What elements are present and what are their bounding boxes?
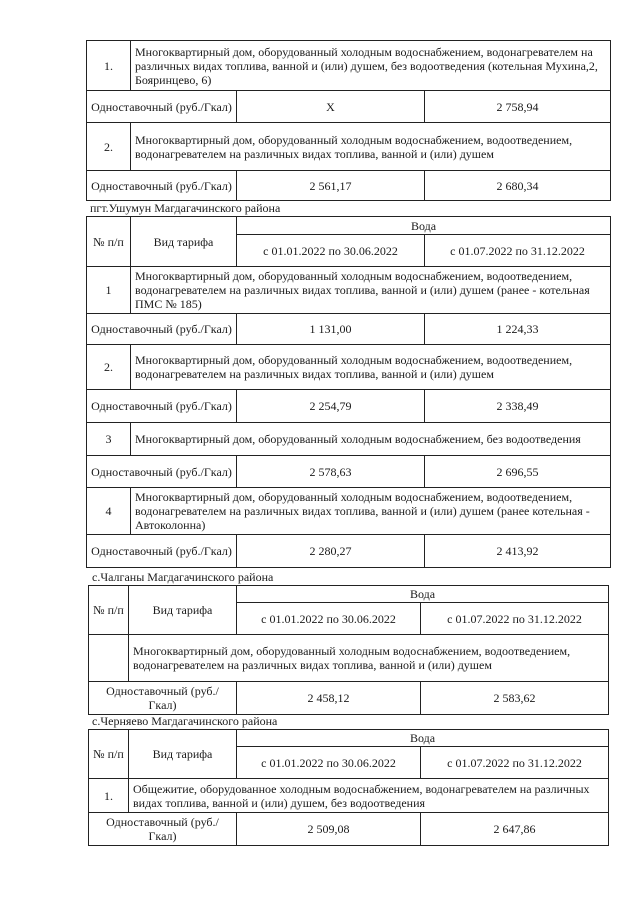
table-row xyxy=(87,267,611,314)
tariff-value-h1: 2 254,79 xyxy=(237,390,425,423)
tariff-type: Одноставочный (руб./Гкал) xyxy=(87,535,237,568)
consumer-category: Многоквартирный дом, оборудованный холодным водоснабжением, водоотведением, водонагревателем на различных видах топлива, ванной и (или) душем xyxy=(131,345,611,390)
row-number: 3 xyxy=(87,423,131,456)
consumer-category: Многоквартирный дом, оборудованный холодным водоснабжением, водоотведением, водонагревателем на различных видах топлива, ванной и (или) душем (ранее - котельная ПМС № 185) xyxy=(131,267,611,314)
row-number: 2. xyxy=(87,123,131,171)
header-tariff-type: Вид тарифа xyxy=(129,730,237,779)
header-period-2: с 01.07.2022 по 31.12.2022 xyxy=(425,235,611,267)
tariff-value-h2: 1 224,33 xyxy=(425,314,611,345)
consumer-category: Многоквартирный дом, оборудованный холодным водоснабжением, водоотведением, водонагревателем на различных видах топлива, ванной и (или) душем xyxy=(131,123,611,171)
tariff-table-chalgany xyxy=(88,585,609,715)
tariff-value-h2: 2 696,55 xyxy=(425,456,611,488)
tariff-type: Одноставочный (руб./Гкал) xyxy=(87,456,237,488)
tariff-value-h2: 2 647,86 xyxy=(421,813,609,846)
consumer-category: Многоквартирный дом, оборудованный холодным водоснабжением, водонагревателем на различных видах топлива, ванной и (или) душем, без водоотведения (котельная Мухина,2, Бояринцево, 6) xyxy=(131,41,611,91)
tariff-table-ushumun xyxy=(86,216,611,568)
table-header-row xyxy=(89,730,609,747)
table-row xyxy=(87,456,611,488)
table-row xyxy=(87,41,611,91)
header-period-2: с 01.07.2022 по 31.12.2022 xyxy=(421,603,609,635)
table-row xyxy=(89,635,609,682)
tariff-value-h1: 2 561,17 xyxy=(237,171,425,201)
header-period-1: с 01.01.2022 по 30.06.2022 xyxy=(237,235,425,267)
header-water: Вода xyxy=(237,217,611,235)
table-row xyxy=(87,171,611,201)
table-row xyxy=(87,535,611,568)
tariff-value-h2: 2 338,49 xyxy=(425,390,611,423)
header-period-1: с 01.01.2022 по 30.06.2022 xyxy=(237,747,421,779)
tariff-type: Одноставочный (руб./Гкал) xyxy=(89,813,237,846)
header-water: Вода xyxy=(237,586,609,603)
tariff-value-h2: 2 758,94 xyxy=(425,91,611,123)
tariff-type: Одноставочный (руб./Гкал) xyxy=(89,682,237,715)
tariff-table-continued xyxy=(86,40,611,201)
tariff-type: Одноставочный (руб./Гкал) xyxy=(87,171,237,201)
tariff-value-h1: 2 509,08 xyxy=(237,813,421,846)
consumer-category: Многоквартирный дом, оборудованный холодным водоснабжением, водоотведением, водонагревателем на различных видах топлива, ванной и (или) душем xyxy=(129,635,609,682)
header-tariff-type: Вид тарифа xyxy=(129,586,237,635)
table-row xyxy=(87,123,611,171)
header-period-2: с 01.07.2022 по 31.12.2022 xyxy=(421,747,609,779)
table-row xyxy=(89,682,609,715)
tariff-value-h1: Х xyxy=(237,91,425,123)
section-caption-chernyaevo: с.Черняево Магдагачинского района xyxy=(92,714,278,728)
tariff-value-h2: 2 680,34 xyxy=(425,171,611,201)
tariff-table-chernyaevo xyxy=(88,729,609,846)
table-row xyxy=(87,423,611,456)
header-number: № п/п xyxy=(89,730,129,779)
table-header-row xyxy=(87,217,611,235)
tariff-value-h2: 2 583,62 xyxy=(421,682,609,715)
table-row xyxy=(87,390,611,423)
table-row xyxy=(89,813,609,846)
table-row xyxy=(87,488,611,535)
row-number xyxy=(89,635,129,682)
table-row xyxy=(89,779,609,813)
header-tariff-type: Вид тарифа xyxy=(131,217,237,267)
row-number: 1. xyxy=(87,41,131,91)
tariff-value-h1: 1 131,00 xyxy=(237,314,425,345)
section-caption-ushumun: пгт.Ушумун Магдагачинского района xyxy=(90,201,281,215)
row-number: 4 xyxy=(87,488,131,535)
row-number: 1 xyxy=(87,267,131,314)
header-number: № п/п xyxy=(87,217,131,267)
header-number: № п/п xyxy=(89,586,129,635)
tariff-value-h2: 2 413,92 xyxy=(425,535,611,568)
header-water: Вода xyxy=(237,730,609,747)
row-number: 1. xyxy=(89,779,129,813)
table-header-row xyxy=(89,586,609,603)
consumer-category: Общежитие, оборудованное холодным водоснабжением, водонагревателем на различных видах топлива, ванной и (или) душем, без водоотведения xyxy=(129,779,609,813)
header-period-1: с 01.01.2022 по 30.06.2022 xyxy=(237,603,421,635)
section-caption-chalgany: с.Чалганы Магдагачинского района xyxy=(92,570,274,584)
tariff-type: Одноставочный (руб./Гкал) xyxy=(87,91,237,123)
consumer-category: Многоквартирный дом, оборудованный холодным водоснабжением, без водоотведения xyxy=(131,423,611,456)
row-number: 2. xyxy=(87,345,131,390)
table-row xyxy=(87,345,611,390)
tariff-type: Одноставочный (руб./Гкал) xyxy=(87,314,237,345)
tariff-value-h1: 2 578,63 xyxy=(237,456,425,488)
table-row xyxy=(87,91,611,123)
tariff-value-h1: 2 458,12 xyxy=(237,682,421,715)
consumer-category: Многоквартирный дом, оборудованный холодным водоснабжением, водоотведением, водонагревателем на различных видах топлива, ванной и (или) душем (ранее котельная - Автоколонна) xyxy=(131,488,611,535)
tariff-type: Одноставочный (руб./Гкал) xyxy=(87,390,237,423)
tariff-value-h1: 2 280,27 xyxy=(237,535,425,568)
table-row xyxy=(87,314,611,345)
